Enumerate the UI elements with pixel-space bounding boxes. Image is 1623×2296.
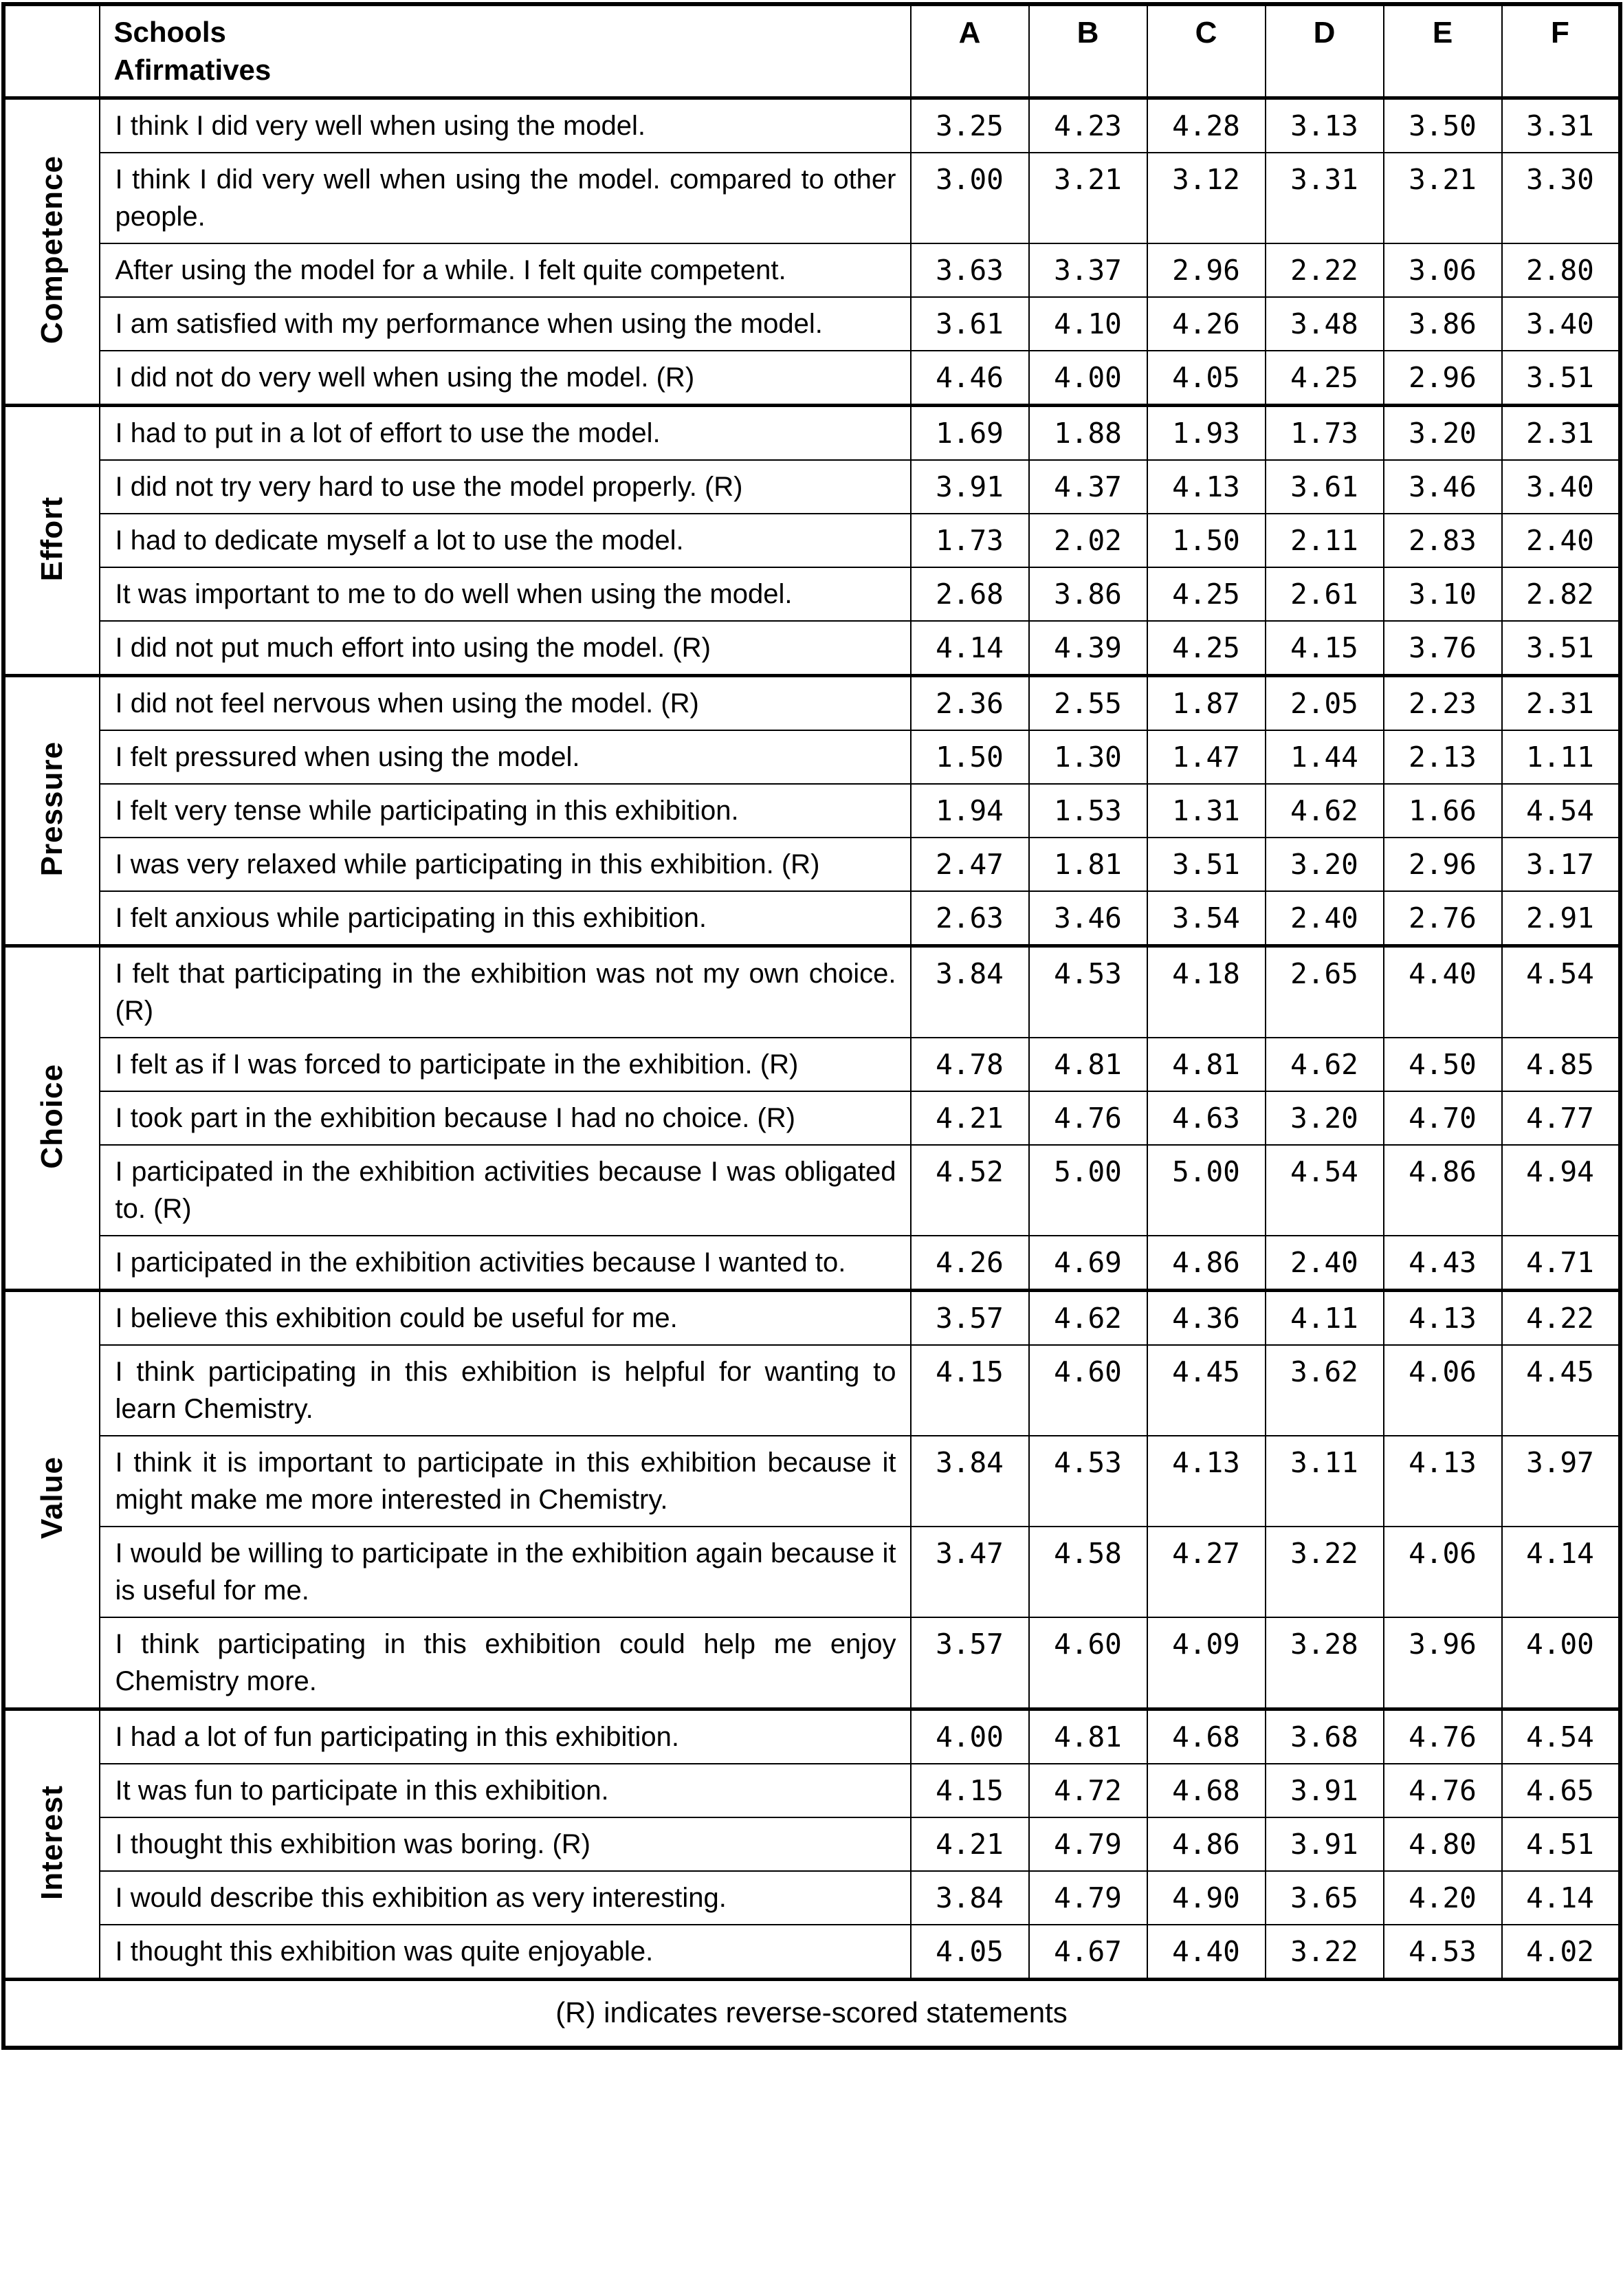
statement-row — [3, 460, 1620, 514]
score-cell-school-a: 3.63 — [911, 243, 1029, 297]
score-cell-school-f: 4.65 — [1502, 1764, 1620, 1817]
score-cell-school-c: 4.81 — [1147, 1038, 1266, 1091]
score-cell-school-f: 4.00 — [1502, 1617, 1620, 1709]
score-cell-school-f: 3.30 — [1502, 153, 1620, 243]
score-cell-school-e: 3.86 — [1384, 297, 1502, 351]
score-cell-school-f: 4.94 — [1502, 1145, 1620, 1236]
statement-row — [3, 1871, 1620, 1925]
score-cell-school-e: 2.83 — [1384, 514, 1502, 567]
score-cell-school-d: 4.62 — [1266, 1038, 1384, 1091]
score-cell-school-a: 3.91 — [911, 460, 1029, 514]
score-cell-school-a: 4.46 — [911, 351, 1029, 406]
score-cell-school-b: 4.72 — [1029, 1764, 1147, 1817]
statement-cell: I would describe this exhibition as very interesting. — [100, 1871, 911, 1925]
statement-cell: I thought this exhibition was boring. (R) — [100, 1817, 911, 1871]
score-cell-school-e: 2.23 — [1384, 675, 1502, 730]
statement-row — [3, 1709, 1620, 1764]
score-cell-school-e: 2.96 — [1384, 838, 1502, 891]
category-label-interest — [3, 1709, 100, 1979]
score-cell-school-a: 4.78 — [911, 1038, 1029, 1091]
score-cell-school-c: 4.27 — [1147, 1527, 1266, 1617]
score-cell-school-b: 3.21 — [1029, 153, 1147, 243]
score-cell-school-e: 4.13 — [1384, 1436, 1502, 1527]
statement-row — [3, 1527, 1620, 1617]
score-cell-school-c: 4.25 — [1147, 567, 1266, 621]
header-label-schools: Schools — [113, 16, 226, 48]
statement-cell: It was important to me to do well when using the model. — [100, 567, 911, 621]
score-cell-school-e: 4.13 — [1384, 1290, 1502, 1345]
score-cell-school-c: 4.68 — [1147, 1709, 1266, 1764]
score-cell-school-c: 4.18 — [1147, 945, 1266, 1038]
score-cell-school-d: 4.11 — [1266, 1290, 1384, 1345]
score-cell-school-c: 3.51 — [1147, 838, 1266, 891]
score-cell-school-f: 3.17 — [1502, 838, 1620, 891]
score-cell-school-b: 4.00 — [1029, 351, 1147, 406]
score-cell-school-b: 4.79 — [1029, 1817, 1147, 1871]
score-cell-school-b: 4.23 — [1029, 98, 1147, 153]
statement-row — [3, 730, 1620, 784]
header-label — [100, 4, 911, 98]
score-cell-school-b: 4.76 — [1029, 1091, 1147, 1145]
score-cell-school-e: 4.70 — [1384, 1091, 1502, 1145]
score-cell-school-e: 3.21 — [1384, 153, 1502, 243]
score-cell-school-d: 2.22 — [1266, 243, 1384, 297]
score-cell-school-e: 3.06 — [1384, 243, 1502, 297]
score-cell-school-c: 4.90 — [1147, 1871, 1266, 1925]
score-cell-school-c: 4.68 — [1147, 1764, 1266, 1817]
statement-row — [3, 1091, 1620, 1145]
score-cell-school-b: 4.53 — [1029, 1436, 1147, 1527]
score-cell-school-e: 4.20 — [1384, 1871, 1502, 1925]
score-cell-school-a: 1.69 — [911, 405, 1029, 460]
score-cell-school-f: 4.54 — [1502, 1709, 1620, 1764]
score-cell-school-b: 3.46 — [1029, 891, 1147, 946]
statement-row — [3, 1764, 1620, 1817]
score-cell-school-a: 4.15 — [911, 1764, 1029, 1817]
score-cell-school-a: 1.94 — [911, 784, 1029, 838]
score-cell-school-f: 3.40 — [1502, 460, 1620, 514]
score-cell-school-a: 3.84 — [911, 945, 1029, 1038]
statement-cell: I felt pressured when using the model. — [100, 730, 911, 784]
score-cell-school-e: 4.06 — [1384, 1345, 1502, 1436]
column-header-school-e: E — [1384, 4, 1502, 98]
score-cell-school-f: 4.14 — [1502, 1527, 1620, 1617]
score-cell-school-f: 2.31 — [1502, 675, 1620, 730]
score-cell-school-b: 1.81 — [1029, 838, 1147, 891]
statement-cell: After using the model for a while. I felt quite competent. — [100, 243, 911, 297]
score-cell-school-b: 4.62 — [1029, 1290, 1147, 1345]
score-cell-school-a: 4.21 — [911, 1817, 1029, 1871]
score-cell-school-b: 4.53 — [1029, 945, 1147, 1038]
statement-cell: I had to put in a lot of effort to use the model. — [100, 405, 911, 460]
score-cell-school-f: 4.45 — [1502, 1345, 1620, 1436]
score-cell-school-d: 3.61 — [1266, 460, 1384, 514]
statement-cell: I was very relaxed while participating in this exhibition. (R) — [100, 838, 911, 891]
statement-row — [3, 1038, 1620, 1091]
score-cell-school-d: 3.91 — [1266, 1764, 1384, 1817]
score-cell-school-a: 3.25 — [911, 98, 1029, 153]
score-cell-school-e: 3.76 — [1384, 621, 1502, 676]
statement-cell: I believe this exhibition could be useful for me. — [100, 1290, 911, 1345]
score-cell-school-f: 4.54 — [1502, 784, 1620, 838]
statement-cell: I thought this exhibition was quite enjoyable. — [100, 1925, 911, 1980]
statement-cell: It was fun to participate in this exhibition. — [100, 1764, 911, 1817]
statement-cell: I took part in the exhibition because I had no choice. (R) — [100, 1091, 911, 1145]
statement-row — [3, 1145, 1620, 1236]
score-cell-school-a: 4.00 — [911, 1709, 1029, 1764]
score-cell-school-c: 4.05 — [1147, 351, 1266, 406]
statement-row — [3, 621, 1620, 676]
score-cell-school-a: 3.57 — [911, 1290, 1029, 1345]
score-cell-school-b: 2.55 — [1029, 675, 1147, 730]
statement-row — [3, 405, 1620, 460]
score-cell-school-f: 4.14 — [1502, 1871, 1620, 1925]
score-cell-school-c: 4.26 — [1147, 297, 1266, 351]
statement-cell: I did not try very hard to use the model properly. (R) — [100, 460, 911, 514]
statement-row — [3, 98, 1620, 153]
score-cell-school-b: 4.67 — [1029, 1925, 1147, 1980]
score-cell-school-b: 4.69 — [1029, 1236, 1147, 1291]
reverse-score-note: (R) indicates reverse-scored statements — [3, 1979, 1620, 2048]
score-cell-school-a: 3.47 — [911, 1527, 1029, 1617]
score-cell-school-f: 4.71 — [1502, 1236, 1620, 1291]
statement-cell: I felt that participating in the exhibition was not my own choice. (R) — [100, 945, 911, 1038]
score-cell-school-e: 4.86 — [1384, 1145, 1502, 1236]
score-cell-school-b: 2.02 — [1029, 514, 1147, 567]
statement-cell: I had to dedicate myself a lot to use the model. — [100, 514, 911, 567]
score-cell-school-a: 3.84 — [911, 1871, 1029, 1925]
score-cell-school-f: 4.85 — [1502, 1038, 1620, 1091]
category-label-text: Pressure — [34, 741, 69, 877]
score-cell-school-d: 3.22 — [1266, 1527, 1384, 1617]
statement-cell: I had a lot of fun participating in this exhibition. — [100, 1709, 911, 1764]
score-cell-school-e: 4.76 — [1384, 1764, 1502, 1817]
score-cell-school-f: 2.31 — [1502, 405, 1620, 460]
statement-row — [3, 1617, 1620, 1709]
score-cell-school-f: 3.51 — [1502, 351, 1620, 406]
score-cell-school-d: 4.25 — [1266, 351, 1384, 406]
score-cell-school-a: 3.61 — [911, 297, 1029, 351]
score-cell-school-e: 3.10 — [1384, 567, 1502, 621]
category-label-pressure — [3, 675, 100, 945]
score-cell-school-c: 4.63 — [1147, 1091, 1266, 1145]
score-cell-school-d: 3.62 — [1266, 1345, 1384, 1436]
column-header-school-a: A — [911, 4, 1029, 98]
score-cell-school-d: 3.91 — [1266, 1817, 1384, 1871]
score-cell-school-c: 4.45 — [1147, 1345, 1266, 1436]
score-cell-school-b: 5.00 — [1029, 1145, 1147, 1236]
category-label-text: Interest — [34, 1784, 69, 1900]
score-cell-school-a: 1.73 — [911, 514, 1029, 567]
score-cell-school-e: 3.50 — [1384, 98, 1502, 153]
score-cell-school-d: 2.40 — [1266, 891, 1384, 946]
score-cell-school-f: 2.40 — [1502, 514, 1620, 567]
score-cell-school-f: 2.82 — [1502, 567, 1620, 621]
header-label-afirmatives: Afirmatives — [113, 54, 272, 87]
score-cell-school-f: 4.77 — [1502, 1091, 1620, 1145]
statement-cell: I felt very tense while participating in this exhibition. — [100, 784, 911, 838]
category-label-value — [3, 1290, 100, 1709]
score-cell-school-c: 3.54 — [1147, 891, 1266, 946]
score-cell-school-b: 4.39 — [1029, 621, 1147, 676]
score-cell-school-d: 4.62 — [1266, 784, 1384, 838]
score-cell-school-e: 4.50 — [1384, 1038, 1502, 1091]
category-label-effort — [3, 405, 100, 675]
score-cell-school-e: 2.76 — [1384, 891, 1502, 946]
statement-cell: I think it is important to participate in this exhibition because it might make me more interested in Chemistry. — [100, 1436, 911, 1527]
statement-cell: I did not put much effort into using the model. (R) — [100, 621, 911, 676]
score-cell-school-f: 3.31 — [1502, 98, 1620, 153]
category-label-text: Effort — [34, 496, 69, 582]
statement-cell: I would be willing to participate in the exhibition again because it is useful for me. — [100, 1527, 911, 1617]
score-cell-school-d: 4.54 — [1266, 1145, 1384, 1236]
score-cell-school-f: 4.02 — [1502, 1925, 1620, 1980]
statement-row — [3, 567, 1620, 621]
statement-row — [3, 153, 1620, 243]
score-cell-school-b: 4.10 — [1029, 297, 1147, 351]
column-header-school-c: C — [1147, 4, 1266, 98]
score-cell-school-b: 4.81 — [1029, 1709, 1147, 1764]
score-cell-school-f: 3.51 — [1502, 621, 1620, 676]
score-cell-school-d: 3.20 — [1266, 1091, 1384, 1145]
category-label-text: Competence — [34, 155, 69, 345]
score-cell-school-b: 4.58 — [1029, 1527, 1147, 1617]
score-cell-school-b: 4.37 — [1029, 460, 1147, 514]
statement-cell: I did not feel nervous when using the model. (R) — [100, 675, 911, 730]
score-cell-school-d: 1.44 — [1266, 730, 1384, 784]
statement-row — [3, 351, 1620, 406]
statement-row — [3, 1925, 1620, 1980]
score-cell-school-d: 3.65 — [1266, 1871, 1384, 1925]
score-cell-school-c: 1.47 — [1147, 730, 1266, 784]
statement-cell: I think participating in this exhibition could help me enjoy Chemistry more. — [100, 1617, 911, 1709]
score-cell-school-c: 4.09 — [1147, 1617, 1266, 1709]
statement-row — [3, 891, 1620, 946]
score-cell-school-d: 2.11 — [1266, 514, 1384, 567]
score-cell-school-a: 3.84 — [911, 1436, 1029, 1527]
score-cell-school-e: 3.96 — [1384, 1617, 1502, 1709]
score-cell-school-d: 2.65 — [1266, 945, 1384, 1038]
score-cell-school-c: 4.40 — [1147, 1925, 1266, 1980]
score-cell-school-a: 3.57 — [911, 1617, 1029, 1709]
statement-row — [3, 784, 1620, 838]
score-cell-school-a: 3.00 — [911, 153, 1029, 243]
score-cell-school-e: 1.66 — [1384, 784, 1502, 838]
score-cell-school-b: 4.60 — [1029, 1345, 1147, 1436]
score-cell-school-d: 4.15 — [1266, 621, 1384, 676]
score-cell-school-a: 4.05 — [911, 1925, 1029, 1980]
score-cell-school-b: 4.81 — [1029, 1038, 1147, 1091]
score-cell-school-f: 1.11 — [1502, 730, 1620, 784]
score-cell-school-c: 2.96 — [1147, 243, 1266, 297]
score-cell-school-c: 4.13 — [1147, 460, 1266, 514]
survey-results-table — [1, 2, 1622, 2050]
table-body — [3, 98, 1620, 1979]
score-cell-school-c: 1.93 — [1147, 405, 1266, 460]
score-cell-school-a: 4.14 — [911, 621, 1029, 676]
score-cell-school-e: 4.80 — [1384, 1817, 1502, 1871]
score-cell-school-e: 2.96 — [1384, 351, 1502, 406]
column-header-school-d: D — [1266, 4, 1384, 98]
score-cell-school-b: 1.30 — [1029, 730, 1147, 784]
score-cell-school-c: 3.12 — [1147, 153, 1266, 243]
score-cell-school-f: 4.54 — [1502, 945, 1620, 1038]
category-label-competence — [3, 98, 100, 405]
statement-cell: I think I did very well when using the model. — [100, 98, 911, 153]
score-cell-school-c: 4.36 — [1147, 1290, 1266, 1345]
score-cell-school-f: 4.22 — [1502, 1290, 1620, 1345]
score-cell-school-d: 3.48 — [1266, 297, 1384, 351]
score-cell-school-e: 4.53 — [1384, 1925, 1502, 1980]
score-cell-school-b: 3.37 — [1029, 243, 1147, 297]
score-cell-school-c: 4.25 — [1147, 621, 1266, 676]
statement-row — [3, 1345, 1620, 1436]
score-cell-school-c: 5.00 — [1147, 1145, 1266, 1236]
column-header-school-b: B — [1029, 4, 1147, 98]
corner-cell — [3, 4, 100, 98]
table-footer — [3, 1979, 1620, 2048]
statement-cell: I felt anxious while participating in this exhibition. — [100, 891, 911, 946]
statement-row — [3, 1436, 1620, 1527]
score-cell-school-e: 4.76 — [1384, 1709, 1502, 1764]
statement-cell: I think I did very well when using the model. compared to other people. — [100, 153, 911, 243]
score-cell-school-a: 4.52 — [911, 1145, 1029, 1236]
score-cell-school-d: 3.68 — [1266, 1709, 1384, 1764]
statement-row — [3, 243, 1620, 297]
score-cell-school-d: 2.05 — [1266, 675, 1384, 730]
score-cell-school-d: 3.11 — [1266, 1436, 1384, 1527]
table-header — [3, 4, 1620, 98]
score-cell-school-c: 1.31 — [1147, 784, 1266, 838]
statement-cell: I am satisfied with my performance when using the model. — [100, 297, 911, 351]
score-cell-school-f: 2.91 — [1502, 891, 1620, 946]
statement-row — [3, 1236, 1620, 1291]
score-cell-school-e: 3.46 — [1384, 460, 1502, 514]
score-cell-school-f: 4.51 — [1502, 1817, 1620, 1871]
score-cell-school-b: 3.86 — [1029, 567, 1147, 621]
score-cell-school-e: 4.43 — [1384, 1236, 1502, 1291]
score-cell-school-b: 4.79 — [1029, 1871, 1147, 1925]
score-cell-school-a: 1.50 — [911, 730, 1029, 784]
score-cell-school-c: 4.86 — [1147, 1236, 1266, 1291]
score-cell-school-e: 3.20 — [1384, 405, 1502, 460]
score-cell-school-d: 3.31 — [1266, 153, 1384, 243]
score-cell-school-a: 2.47 — [911, 838, 1029, 891]
score-cell-school-b: 4.60 — [1029, 1617, 1147, 1709]
category-label-choice — [3, 945, 100, 1290]
column-header-school-f: F — [1502, 4, 1620, 98]
score-cell-school-a: 4.21 — [911, 1091, 1029, 1145]
score-cell-school-d: 2.61 — [1266, 567, 1384, 621]
score-cell-school-c: 4.13 — [1147, 1436, 1266, 1527]
statement-row — [3, 945, 1620, 1038]
score-cell-school-e: 2.13 — [1384, 730, 1502, 784]
score-cell-school-d: 3.22 — [1266, 1925, 1384, 1980]
score-cell-school-a: 4.15 — [911, 1345, 1029, 1436]
statement-cell: I think participating in this exhibition is helpful for wanting to learn Chemistry. — [100, 1345, 911, 1436]
score-cell-school-c: 1.87 — [1147, 675, 1266, 730]
score-cell-school-c: 4.28 — [1147, 98, 1266, 153]
score-cell-school-d: 2.40 — [1266, 1236, 1384, 1291]
score-cell-school-a: 4.26 — [911, 1236, 1029, 1291]
statement-row — [3, 1817, 1620, 1871]
statement-row — [3, 838, 1620, 891]
score-cell-school-f: 3.40 — [1502, 297, 1620, 351]
statement-cell: I did not do very well when using the model. (R) — [100, 351, 911, 406]
statement-cell: I participated in the exhibition activities because I was obligated to. (R) — [100, 1145, 911, 1236]
statement-row — [3, 1290, 1620, 1345]
statement-row — [3, 297, 1620, 351]
score-cell-school-e: 4.40 — [1384, 945, 1502, 1038]
score-cell-school-d: 3.20 — [1266, 838, 1384, 891]
score-cell-school-a: 2.68 — [911, 567, 1029, 621]
score-cell-school-d: 3.13 — [1266, 98, 1384, 153]
score-cell-school-a: 2.63 — [911, 891, 1029, 946]
score-cell-school-d: 1.73 — [1266, 405, 1384, 460]
score-cell-school-f: 2.80 — [1502, 243, 1620, 297]
score-cell-school-d: 3.28 — [1266, 1617, 1384, 1709]
category-label-text: Value — [34, 1456, 69, 1540]
score-cell-school-c: 1.50 — [1147, 514, 1266, 567]
statement-cell: I participated in the exhibition activities because I wanted to. — [100, 1236, 911, 1291]
score-cell-school-b: 1.88 — [1029, 405, 1147, 460]
score-cell-school-e: 4.06 — [1384, 1527, 1502, 1617]
category-label-text: Choice — [34, 1064, 69, 1169]
score-cell-school-f: 3.97 — [1502, 1436, 1620, 1527]
statement-cell: I felt as if I was forced to participate in the exhibition. (R) — [100, 1038, 911, 1091]
statement-row — [3, 514, 1620, 567]
score-cell-school-c: 4.86 — [1147, 1817, 1266, 1871]
score-cell-school-a: 2.36 — [911, 675, 1029, 730]
statement-row — [3, 675, 1620, 730]
score-cell-school-b: 1.53 — [1029, 784, 1147, 838]
